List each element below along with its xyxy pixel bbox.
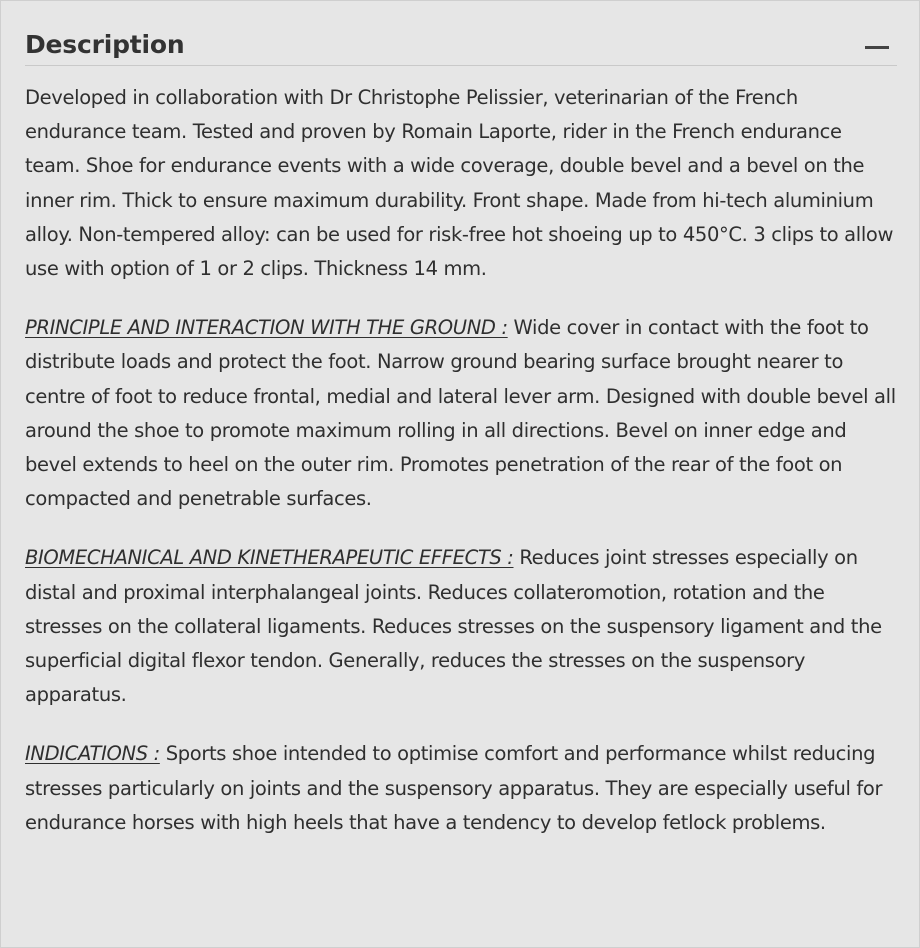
biomechanical-text: Reduces joint stresses especially on distal and proximal interphalangeal joints. Reduces collateromotion, rotation and the stresses on the collateral ligaments. Reduces stresses on the suspensory ligament and the superficial digital flexor tendon. Generally, reduces the stresses on the suspensory apparatus. [25,546,882,707]
intro-paragraph [25,81,901,286]
biomechanical-heading: BIOMECHANICAL AND KINETHERAPEUTIC EFFECTS : [25,546,514,570]
indications-heading: INDICATIONS : [25,742,160,766]
section-title: Description [25,30,185,59]
description-header[interactable] [25,25,897,66]
principle-paragraph [25,311,901,516]
principle-text: Wide cover in contact with the foot to distribute loads and protect the foot. Narrow ground bearing surface brought nearer to centre of foot to reduce frontal, medial and lateral lever arm. Designed with double bevel all around the shoe to promote maximum rolling in all directions. Bevel on inner edge and bevel extends to heel on the outer rim. Promotes penetration of the rear of the foot on compacted and penetrable surfaces. [25,316,896,511]
minus-icon[interactable] [865,46,889,49]
biomechanical-paragraph [25,541,901,712]
intro-text: Developed in collaboration with Dr Christophe Pelissier, veterinarian of the French endurance team. Tested and proven by Romain Laporte, rider in the French endurance team. Shoe for endurance events with a wide coverage, double bevel and a bevel on the inner rim. Thick to ensure maximum durability. Front shape. Made from hi-tech aluminium alloy. Non-tempered alloy: can be used for risk-free hot shoeing up to 450°C. 3 clips to allow use with option of 1 or 2 clips. Thickness 14 mm. [25,86,894,281]
principle-heading: PRINCIPLE AND INTERACTION WITH THE GROUND : [25,316,508,340]
indications-text: Sports shoe intended to optimise comfort and performance whilst reducing stresses particularly on joints and the suspensory apparatus. They are especially useful for endurance horses with high heels that have a tendency to develop fetlock problems. [25,742,883,834]
description-content [25,81,901,865]
indications-paragraph [25,737,901,840]
